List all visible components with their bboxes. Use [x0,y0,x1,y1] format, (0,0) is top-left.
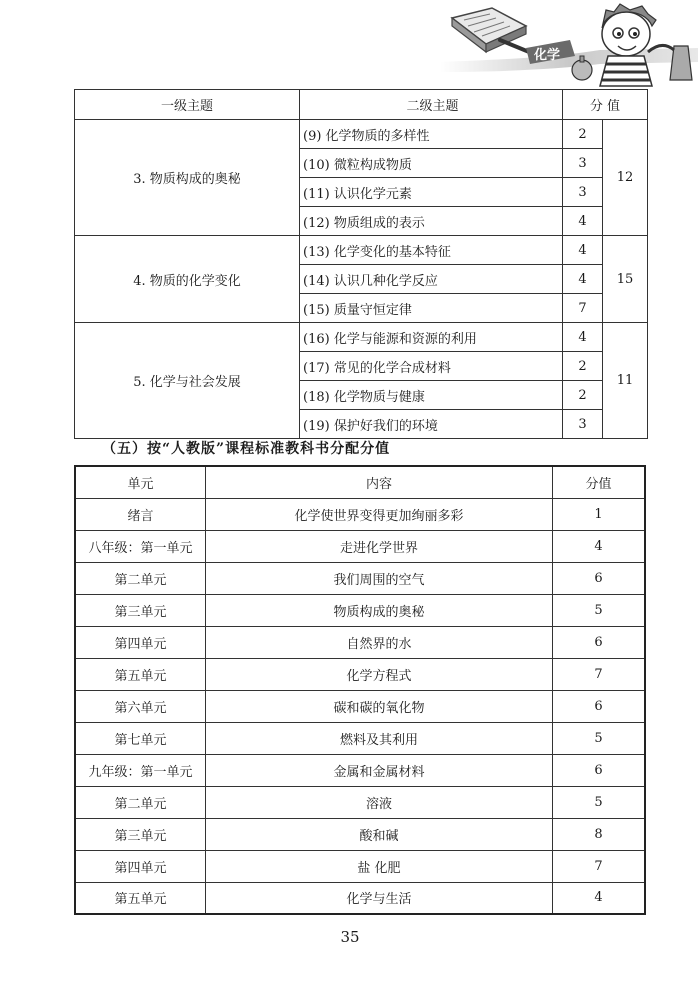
table-row [75,323,648,352]
content-cell: 燃料及其利用 [206,722,553,754]
table-row [75,850,645,882]
content-cell: 盐 化肥 [206,850,553,882]
score-cell: 6 [553,690,646,722]
content-cell: 物质构成的奥秘 [206,594,553,626]
unit-cell: 第四单元 [75,850,206,882]
table-row [75,120,648,149]
subtopic-cell: (13) 化学变化的基本特征 [300,236,563,265]
unit-cell: 第二单元 [75,786,206,818]
topic-cell: 4. 物质的化学变化 [75,236,300,323]
table-row [75,786,645,818]
score-cell: 3 [563,410,603,439]
topic-cell: 5. 化学与社会发展 [75,323,300,439]
table-row [75,498,645,530]
score-cell: 5 [553,786,646,818]
content-cell: 我们周围的空气 [206,562,553,594]
table-row [75,722,645,754]
content-cell: 走进化学世界 [206,530,553,562]
unit-cell: 第六单元 [75,690,206,722]
score-cell: 5 [553,722,646,754]
subtopic-cell: (15) 质量守恒定律 [300,294,563,323]
subtopic-cell: (10) 微粒构成物质 [300,149,563,178]
score-cell: 5 [553,594,646,626]
score-cell: 6 [553,754,646,786]
topic-score-table [74,89,648,439]
content-cell: 溶液 [206,786,553,818]
score-cell: 7 [553,658,646,690]
total-cell: 12 [603,120,648,236]
content-cell: 酸和碱 [206,818,553,850]
score-cell: 6 [553,562,646,594]
score-cell: 4 [563,323,603,352]
table-row [75,882,645,914]
score-cell: 4 [563,265,603,294]
topic-cell: 3. 物质构成的奥秘 [75,120,300,236]
score-cell: 3 [563,178,603,207]
subtopic-cell: (16) 化学与能源和资源的利用 [300,323,563,352]
section-caption: （五）按“人教版”课程标准教科书分配分值 [102,441,391,457]
score-cell: 4 [563,236,603,265]
header-content: 内容 [206,466,553,498]
subtopic-cell: (11) 认识化学元素 [300,178,563,207]
table-row [75,594,645,626]
table-row [75,626,645,658]
content-cell: 碳和碳的氧化物 [206,690,553,722]
header-score: 分值 [553,466,646,498]
header-level1: 一级主题 [75,90,300,120]
table-header-row [75,90,648,120]
unit-cell: 第二单元 [75,562,206,594]
score-cell: 8 [553,818,646,850]
subtopic-cell: (18) 化学物质与健康 [300,381,563,410]
subtopic-cell: (12) 物质组成的表示 [300,207,563,236]
subtopic-cell: (19) 保护好我们的环境 [300,410,563,439]
table-row [75,562,645,594]
subtopic-cell: (14) 认识几种化学反应 [300,265,563,294]
cartoon-kid-icon [572,4,692,86]
score-cell: 7 [553,850,646,882]
unit-cell: 九年级：第一单元 [75,754,206,786]
unit-cell: 第三单元 [75,594,206,626]
page-number: 35 [340,928,360,946]
content-cell: 化学方程式 [206,658,553,690]
table-row [75,236,648,265]
header-unit: 单元 [75,466,206,498]
content-cell: 金属和金属材料 [206,754,553,786]
total-cell: 11 [603,323,648,439]
header-badge: 化学 [534,48,561,63]
content-cell: 化学与生活 [206,882,553,914]
score-cell: 6 [553,626,646,658]
unit-cell: 第三单元 [75,818,206,850]
score-cell: 2 [563,352,603,381]
score-cell: 7 [563,294,603,323]
score-cell: 4 [553,882,646,914]
table-header-row [75,466,645,498]
unit-cell: 绪言 [75,498,206,530]
header-score: 分 值 [563,90,648,120]
score-cell: 2 [563,120,603,149]
table-row [75,690,645,722]
header-level2: 二级主题 [300,90,563,120]
book-icon [452,8,534,54]
score-cell: 4 [563,207,603,236]
score-cell: 3 [563,149,603,178]
table-row [75,754,645,786]
chemistry-header-illustration [430,0,700,88]
unit-cell: 第四单元 [75,626,206,658]
subtopic-cell: (17) 常见的化学合成材料 [300,352,563,381]
total-cell: 15 [603,236,648,323]
subtopic-cell: (9) 化学物质的多样性 [300,120,563,149]
content-cell: 自然界的水 [206,626,553,658]
unit-cell: 第七单元 [75,722,206,754]
table-row [75,658,645,690]
content-cell: 化学使世界变得更加绚丽多彩 [206,498,553,530]
score-cell: 4 [553,530,646,562]
unit-cell: 第五单元 [75,882,206,914]
table-row [75,818,645,850]
unit-cell: 第五单元 [75,658,206,690]
table-row [75,530,645,562]
score-cell: 1 [553,498,646,530]
unit-cell: 八年级：第一单元 [75,530,206,562]
unit-score-table [74,465,646,915]
score-cell: 2 [563,381,603,410]
